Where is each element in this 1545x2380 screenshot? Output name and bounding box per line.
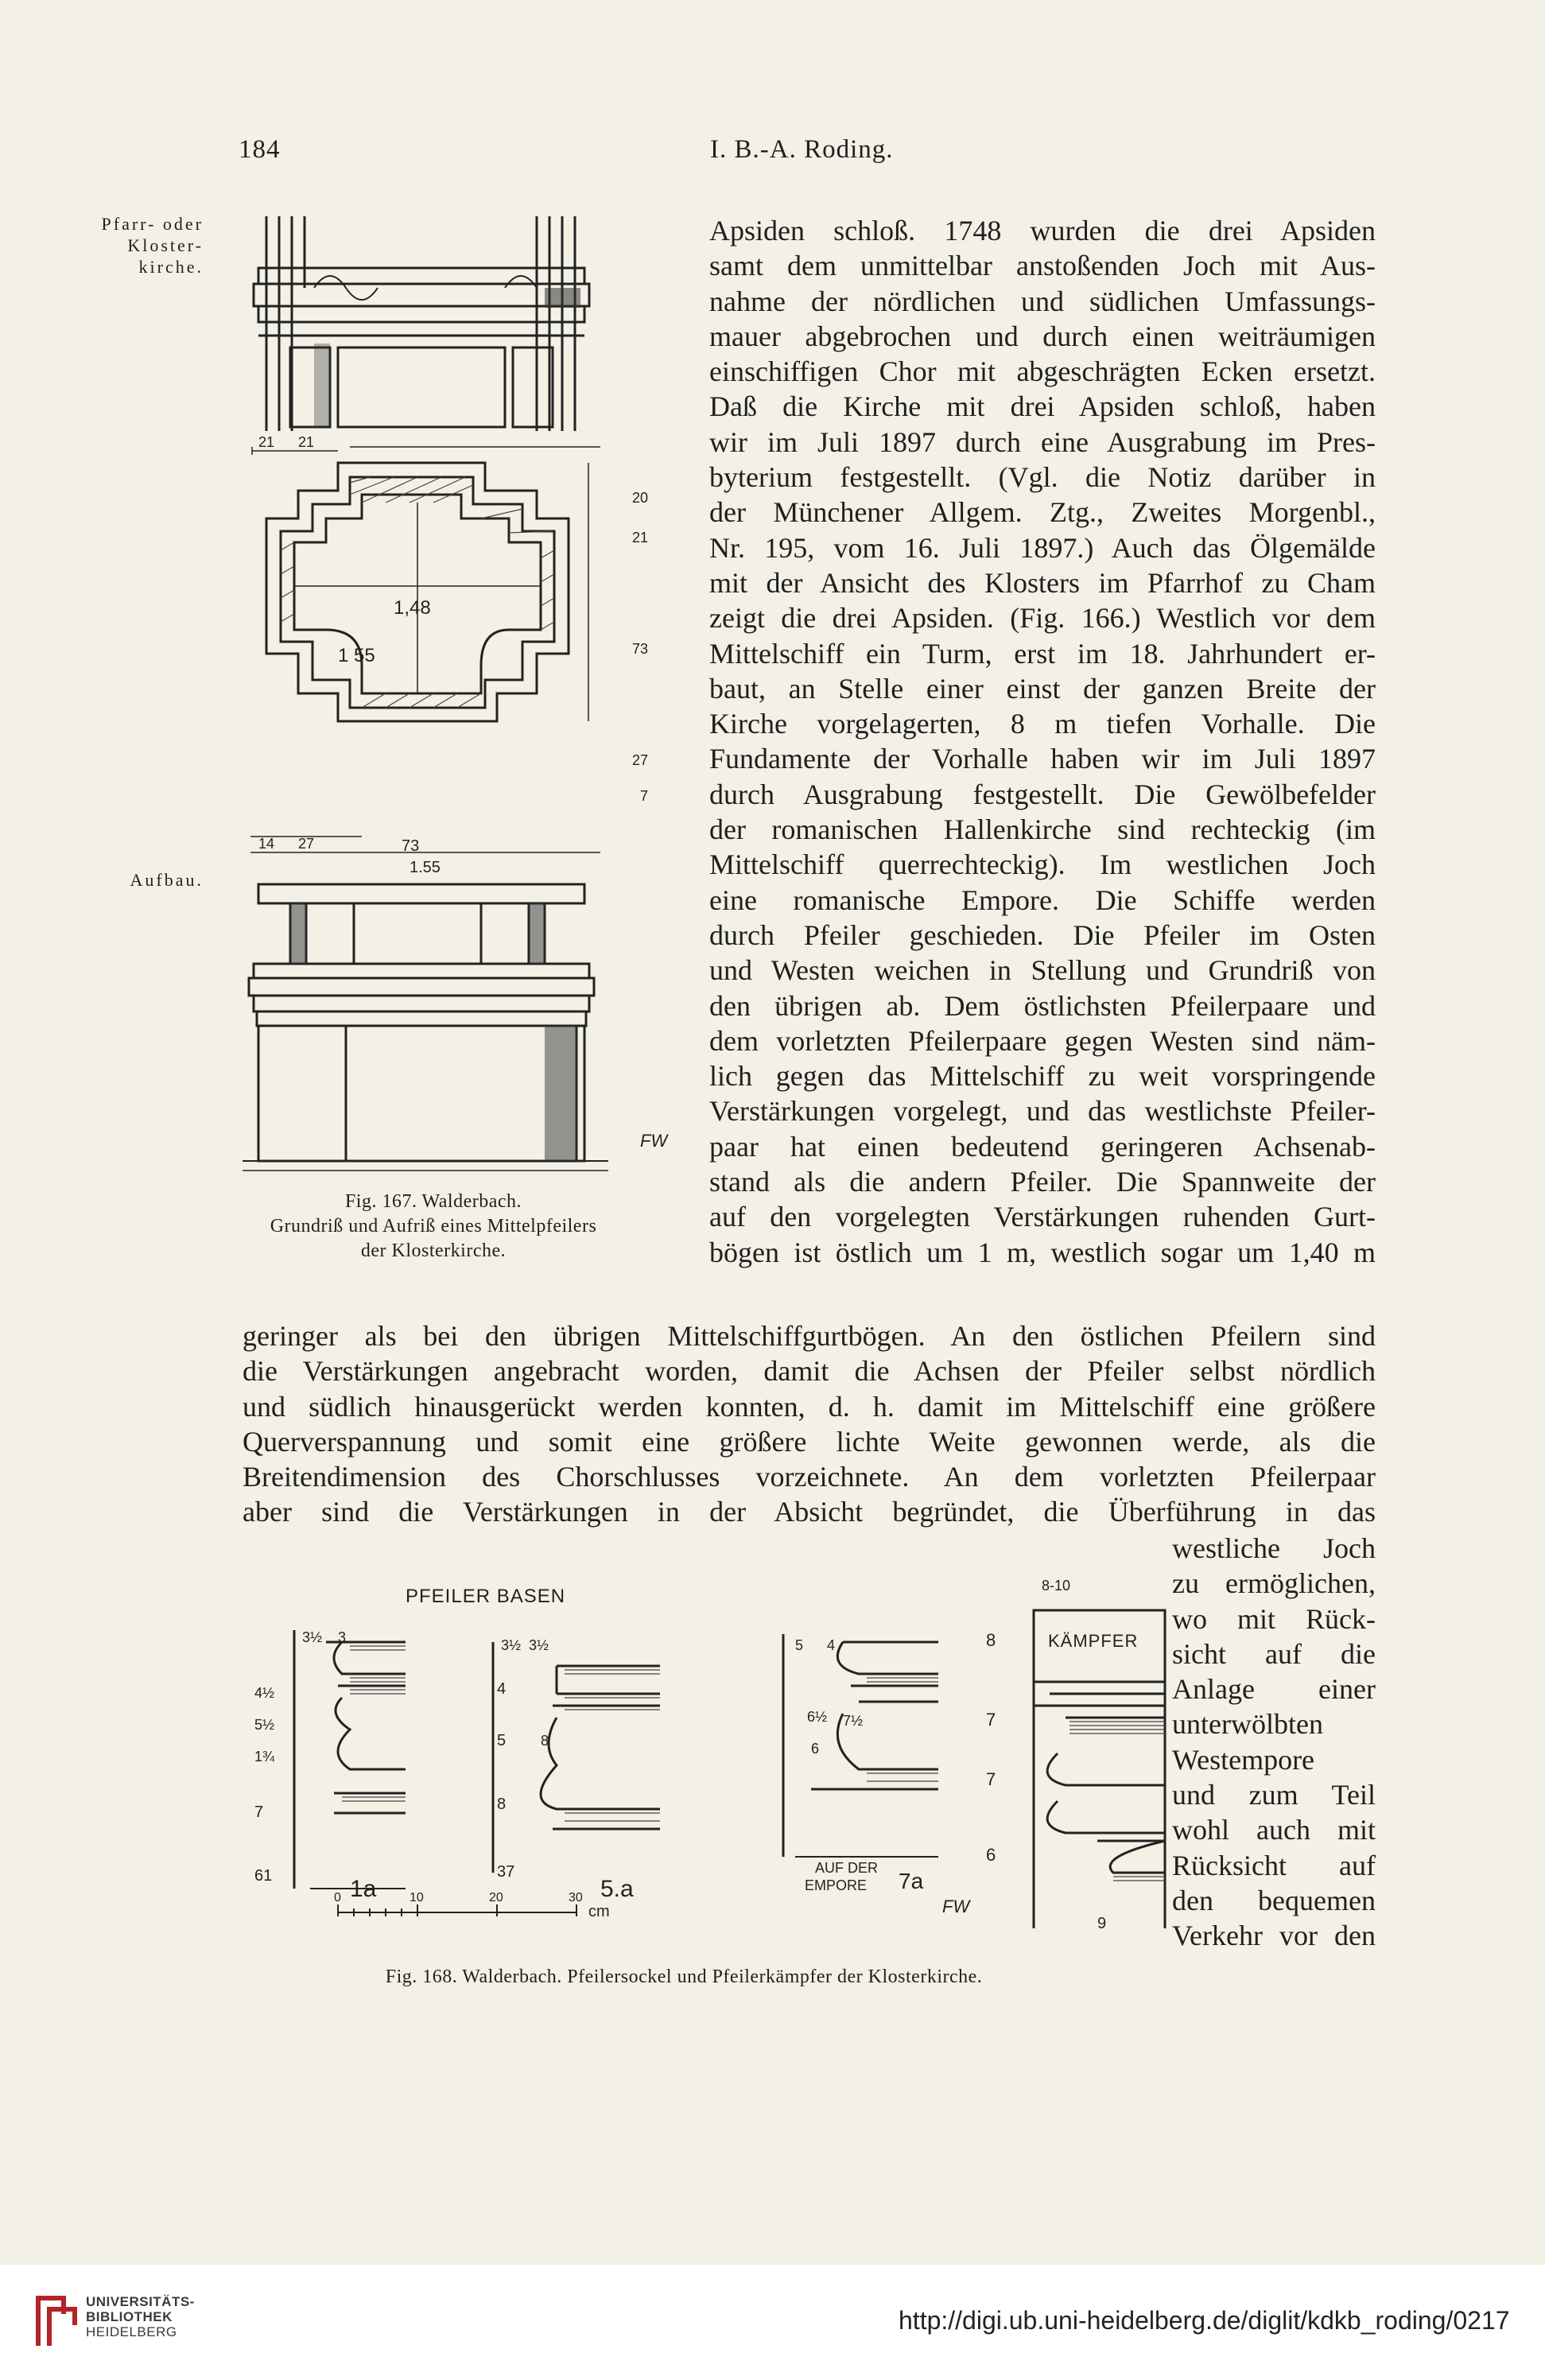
- dim-label: 8: [497, 1796, 507, 1813]
- text-line: paar hat einen bedeutend geringeren Achsenab-: [709, 1130, 1376, 1163]
- fig168-drawing: [239, 1555, 1169, 1968]
- text-line: Westempore: [1172, 1743, 1315, 1776]
- running-title: I. B.-A. Roding.: [710, 135, 894, 164]
- library-logo-icon: [32, 2282, 80, 2350]
- text-line: und Westen weichen in Stellung und Grundriß von: [709, 954, 1376, 987]
- dim-21c: 21: [631, 530, 648, 545]
- dim-14: 14: [258, 836, 275, 852]
- text-line: Mittelschiff ein Turm, erst im 18. Jahrhundert er-: [709, 637, 1376, 670]
- dim-7: 7: [639, 788, 648, 804]
- margin-note-pfarrkirche: Pfarr- oder Kloster- kirche.: [101, 214, 204, 277]
- text-line: stand als die andern Pfeiler. Die Spannweite der: [709, 1166, 1376, 1198]
- text-line: lich gegen das Mittelschiff zu weit vorspringende: [709, 1060, 1376, 1093]
- text-line: Nr. 195, vom 16. Juli 1897.) Auch das Ölgemälde: [709, 531, 1376, 564]
- scale-30: 30: [569, 1891, 583, 1904]
- text-line: die Verstärkungen angebracht worden, damit die Achsen der Pfeiler selbst nördlich: [243, 1355, 1376, 1388]
- right-column-text: [709, 213, 1376, 1270]
- fig168-caption: Fig. 168. Walderbach. Pfeilersockel und Pfeilerkämpfer der Klosterkirche.: [385, 1967, 983, 1987]
- text-line: wir im Juli 1897 durch eine Ausgrabung im Pres-: [709, 425, 1376, 458]
- dim-27b: 27: [298, 836, 315, 852]
- scale-20: 20: [489, 1891, 503, 1904]
- empore-label-1: AUF DER: [815, 1860, 879, 1876]
- text-line: Mittelschiff querrechteckig). Im westlichen Joch: [709, 848, 1376, 881]
- text-line: aber sind die Verstärkungen in der Absicht begründet, die Überführung in das: [243, 1496, 1376, 1528]
- dim-148: 1,48: [394, 597, 431, 619]
- fig168-title: PFEILER BASEN: [406, 1586, 566, 1607]
- kaempfer-label: KÄMPFER: [1048, 1631, 1139, 1651]
- text-line: den übrigen ab. Dem östlichsten Pfeilerpaare und: [709, 989, 1376, 1022]
- dim-label: 5: [497, 1732, 507, 1749]
- dim-21b: 21: [298, 434, 315, 450]
- dim-label: 1¾: [254, 1749, 275, 1765]
- dim-label: 7½: [843, 1713, 864, 1729]
- text-line: auf den vorgelegten Verstärkungen ruhenden Gurt-: [709, 1201, 1376, 1233]
- fig168-monogram: FW: [942, 1897, 970, 1916]
- dim-label: 7: [986, 1710, 996, 1730]
- text-line: eine romanische Empore. Die Schiffe werden: [709, 883, 1376, 916]
- dim-label: 4½: [254, 1685, 275, 1701]
- text-line: Kirche vorgelagerten, 8 m tiefen Vorhalle. Die: [709, 708, 1376, 740]
- library-name: [86, 2294, 195, 2339]
- text-line: und südlich hinausgerückt werden konnten, d. h. damit im Mittelschiff eine größere: [243, 1390, 1376, 1423]
- dim-20: 20: [631, 490, 648, 506]
- text-line: dem vorletzten Pfeilerpaare gegen Westen sind näm-: [709, 1024, 1376, 1057]
- dim-label: 9: [1097, 1915, 1107, 1932]
- dim-label: 5½: [254, 1717, 275, 1733]
- text-line: unterwölbten: [1172, 1708, 1323, 1741]
- text-line: wo mit Rück-: [1172, 1602, 1376, 1635]
- text-line: wohl auch mit: [1172, 1814, 1376, 1846]
- label-1a: 1a: [350, 1876, 377, 1902]
- label-37: 37: [497, 1863, 515, 1881]
- scale-10: 10: [410, 1891, 424, 1904]
- text-line: geringer als bei den übrigen Mittelschiffgurtbögen. An den östlichen Pfeilern sind: [243, 1320, 1376, 1352]
- text-line: und zum Teil: [1172, 1779, 1376, 1811]
- dim-73a: 73: [631, 641, 648, 657]
- dim-155: 1 55: [338, 645, 375, 666]
- text-line: Fundamente der Vorhalle haben wir im Juli 1897: [709, 743, 1376, 775]
- label-61: 61: [254, 1867, 273, 1885]
- text-line: mauer abgebrochen und durch einen weiträumigen: [709, 320, 1376, 352]
- text-line: den bequemen: [1172, 1884, 1376, 1916]
- fig167-caption-3: der Klosterkirche.: [360, 1240, 507, 1261]
- library-line: HEIDELBERG: [86, 2324, 177, 2339]
- dim-label: 5: [795, 1637, 804, 1653]
- dim-label: 8: [541, 1733, 549, 1749]
- dim-label: 4: [827, 1637, 836, 1653]
- dim-label: 3½: [302, 1629, 323, 1645]
- text-line: byterium festgestellt. (Vgl. die Notiz darüber in: [709, 461, 1376, 494]
- text-line: nahme der nördlichen und südlichen Umfassungs-: [709, 285, 1376, 317]
- dim-155b: 1.55: [410, 859, 441, 876]
- text-line: Querverspannung und somit eine größere lichte Weite gewonnen werde, als die: [243, 1425, 1376, 1458]
- dim-label: 6: [986, 1845, 996, 1865]
- text-line: Rücksicht auf: [1172, 1849, 1376, 1881]
- dim-label: 3: [338, 1629, 347, 1645]
- text-line: Verstärkungen vorgelegt, und das westlichste Pfeiler-: [709, 1095, 1376, 1128]
- fig167-monogram: FW: [640, 1131, 668, 1151]
- dim-label: 3½: [529, 1637, 549, 1653]
- text-line: Apsiden schloß. 1748 wurden die drei Apsiden: [709, 215, 1376, 247]
- label-7a: 7a: [899, 1869, 924, 1893]
- dim-label: 8-10: [1042, 1578, 1071, 1594]
- dim-label: 7: [254, 1803, 264, 1821]
- empore-label-2: EMPORE: [805, 1877, 868, 1893]
- text-line: baut, an Stelle einer einst der ganzen Breite der: [709, 672, 1376, 705]
- text-line: durch Pfeiler geschieden. Die Pfeiler im Osten: [709, 918, 1376, 951]
- dim-27a: 27: [631, 752, 648, 768]
- text-line: zeigt die drei Apsiden. (Fig. 166.) Westlich vor dem: [709, 602, 1376, 635]
- text-line: Anlage einer: [1172, 1673, 1376, 1706]
- text-line: Daß die Kirche mit drei Apsiden schloß, haben: [709, 390, 1376, 423]
- dim-label: 4: [497, 1680, 507, 1698]
- text-line: zu ermöglichen,: [1172, 1567, 1376, 1600]
- text-line: westliche Joch: [1172, 1532, 1376, 1564]
- dim-21a: 21: [258, 434, 275, 450]
- text-line: einschiffigen Chor mit abgeschrägten Ecken ersetzt.: [709, 355, 1376, 388]
- full-width-text: [243, 1318, 1376, 1530]
- fig167-caption-2: Grundriß und Aufriß eines Mittelpfeilers: [270, 1216, 597, 1237]
- text-line: bögen ist östlich um 1 m, westlich sogar um 1,40 m: [709, 1236, 1376, 1268]
- label-5a: 5.a: [600, 1876, 634, 1902]
- text-line: Breitendimension des Chorschlusses vorzeichnete. An dem vorletzten Pfeilerpaar: [243, 1461, 1376, 1493]
- scale-unit: cm: [588, 1903, 610, 1920]
- library-line: UNIVERSITÄTS-: [86, 2294, 195, 2309]
- library-line: BIBLIOTHEK: [86, 2309, 173, 2324]
- dim-label: 6½: [807, 1709, 828, 1725]
- text-line: mit der Ansicht des Klosters im Pfarrhof zu Cham: [709, 566, 1376, 599]
- text-line: der Münchener Allgem. Ztg., Zweites Morgenbl.,: [709, 496, 1376, 529]
- fig167-drawing: [243, 208, 688, 1186]
- text-line: der romanischen Hallenkirche sind rechteckig (im: [709, 813, 1376, 846]
- scale-0: 0: [334, 1891, 341, 1904]
- text-line: sicht auf die: [1172, 1637, 1376, 1670]
- dim-label: 8: [986, 1630, 996, 1650]
- fig167-caption-1: Fig. 167. Walderbach.: [344, 1191, 522, 1212]
- margin-note-aufbau: Aufbau.: [130, 870, 204, 890]
- text-line: samt dem unmittelbar anstoßenden Joch mit Aus-: [709, 250, 1376, 282]
- dim-73b: 73: [402, 837, 420, 855]
- dim-label: 3½: [501, 1637, 522, 1653]
- page-number: 184: [239, 135, 281, 164]
- source-url[interactable]: http://digi.ub.uni-heidelberg.de/diglit/kdkb_roding/0217: [899, 2306, 1510, 2335]
- narrow-column-text: [1172, 1531, 1376, 1954]
- dim-label: 7: [986, 1769, 996, 1789]
- text-line: Verkehr vor den: [1172, 1920, 1376, 1952]
- text-line: durch Ausgrabung festgestellt. Die Gewölbefelder: [709, 778, 1376, 810]
- dim-label: 6: [811, 1741, 820, 1757]
